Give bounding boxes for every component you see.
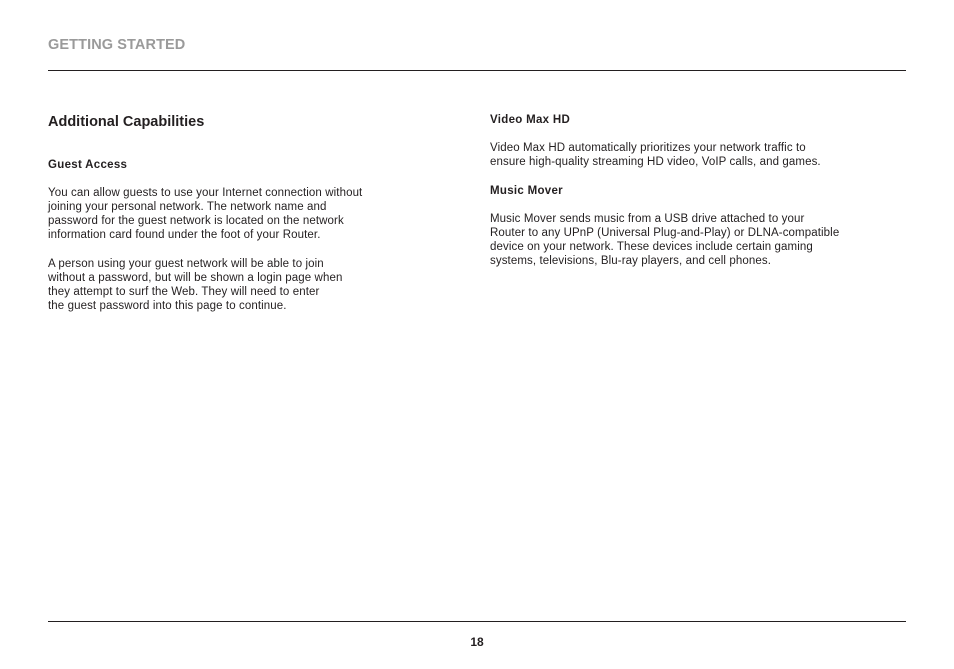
text-line: joining your personal network. The network name and [48, 201, 327, 214]
text-line: device on your network. These devices include certain gaming [490, 241, 813, 254]
text-line: Music Mover sends music from a USB drive attached to your [490, 213, 805, 225]
page-title: Additional Capabilities [48, 114, 205, 130]
section-header: GETTING STARTED [48, 37, 186, 53]
video-max-hd-heading: Video Max HD [490, 114, 571, 126]
text-line: ensure high-quality streaming HD video, VoIP calls, and games. [490, 156, 821, 169]
text-line: Router to any UPnP (Universal Plug-and-Play) or DLNA-compatible [490, 227, 840, 240]
text-line: the guest password into this page to continue. [48, 300, 287, 313]
guest-access-paragraph-2 [48, 257, 342, 313]
text-line: information card found under the foot of your Router. [48, 229, 321, 242]
guest-access-heading: Guest Access [48, 159, 128, 171]
text-line: password for the guest network is located on the network [48, 215, 344, 228]
header-divider [48, 70, 906, 71]
music-mover-paragraph [490, 212, 839, 268]
video-max-hd-paragraph [490, 141, 821, 169]
footer-divider [48, 621, 906, 622]
text-line: A person using your guest network will be able to join [48, 258, 324, 270]
text-line: You can allow guests to use your Internet connection without [48, 187, 363, 199]
text-line: Video Max HD automatically prioritizes your network traffic to [490, 142, 806, 154]
text-line: they attempt to surf the Web. They will need to enter [48, 286, 320, 299]
page-number: 18 [470, 635, 484, 649]
guest-access-paragraph-1 [48, 186, 362, 242]
music-mover-heading: Music Mover [490, 185, 563, 197]
text-line: without a password, but will be shown a login page when [48, 272, 343, 285]
text-line: systems, televisions, Blu-ray players, and cell phones. [490, 255, 771, 268]
